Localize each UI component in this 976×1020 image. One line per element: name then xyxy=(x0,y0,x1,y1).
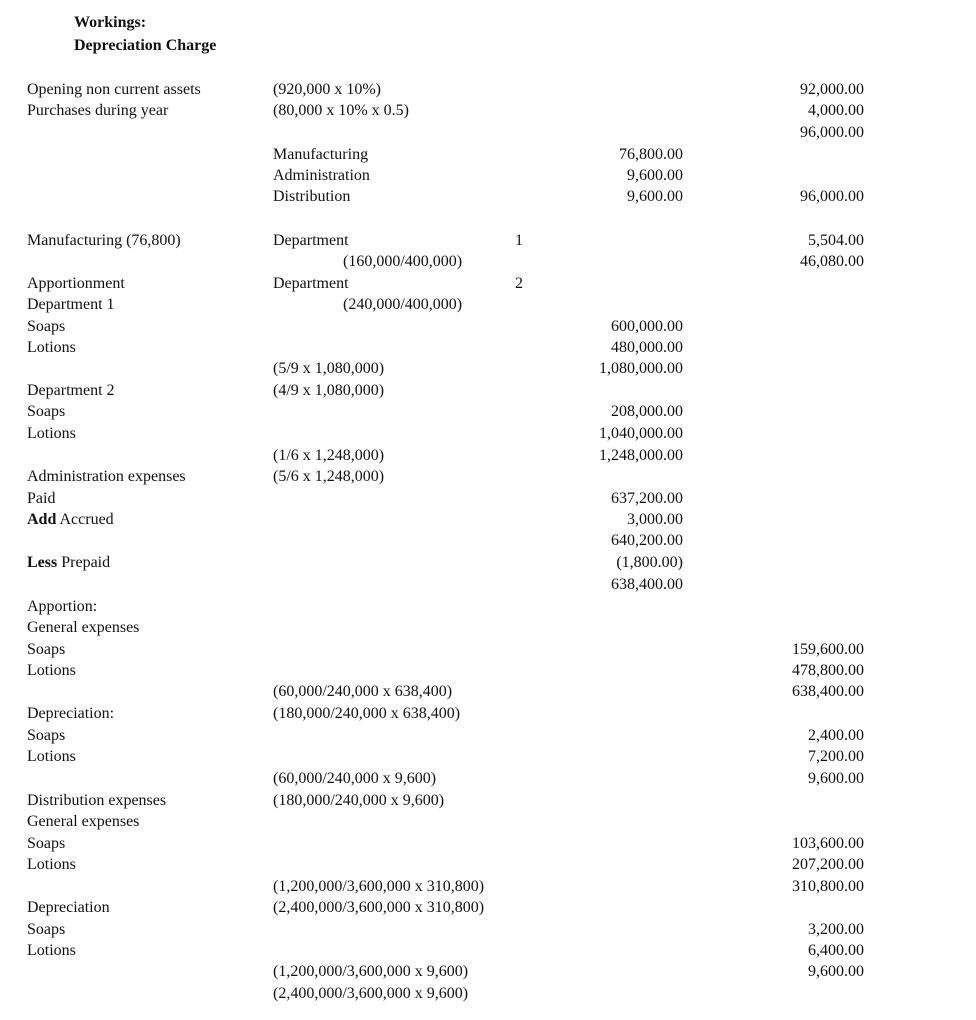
row-total-value: 478,800.00 xyxy=(792,662,864,679)
row-label-text: Depreciation: xyxy=(27,705,115,722)
row-label xyxy=(27,338,76,358)
row-total-value: 9,600.00 xyxy=(808,770,864,787)
row-total-value: 9,600.00 xyxy=(808,963,864,980)
row-subtotal-value: 640,200.00 xyxy=(611,532,683,549)
row-label-text: Distribution expenses xyxy=(27,792,167,809)
row-label xyxy=(27,704,114,724)
row-label-keyword: Add xyxy=(27,511,57,528)
row-calculation: (1,200,000/3,600,000 x 9,600) xyxy=(273,963,469,980)
row-label-text: Department 1 xyxy=(27,296,115,313)
row-total-value: 103,600.00 xyxy=(792,835,864,852)
row-label xyxy=(27,80,201,100)
row-label xyxy=(27,920,65,940)
row-label xyxy=(27,101,168,121)
row-subtotal-value: 1,248,000.00 xyxy=(599,447,683,464)
row-label xyxy=(27,402,65,422)
row-total-value: 92,000.00 xyxy=(800,81,864,98)
row-label-text: Lotions xyxy=(27,339,76,356)
row-label xyxy=(27,618,139,638)
row-label-text: Soaps xyxy=(27,641,66,658)
row-label-text: Lotions xyxy=(27,748,76,765)
row-calculation: (60,000/240,000 x 9,600) xyxy=(273,770,437,787)
row-label-text: Paid xyxy=(27,490,56,507)
row-calculation: Administration xyxy=(273,167,370,184)
row-label-text: Accrued xyxy=(56,511,114,528)
row-label xyxy=(27,295,115,315)
row-subtotal-value: 637,200.00 xyxy=(611,490,683,507)
row-total-value: 6,400.00 xyxy=(808,942,864,959)
row-calculation: (2,400,000/3,600,000 x 9,600) xyxy=(273,985,469,1002)
row-subtotal-value: 208,000.00 xyxy=(611,403,683,420)
row-calculation: (80,000 x 10% x 0.5) xyxy=(273,102,409,119)
heading-workings: Workings: xyxy=(74,14,147,31)
row-total-value: 5,504.00 xyxy=(808,232,864,249)
row-label xyxy=(27,941,76,961)
department-number: 1 xyxy=(515,232,523,249)
row-calculation: Manufacturing xyxy=(273,146,369,163)
row-label-text: Soaps xyxy=(27,921,66,938)
row-label xyxy=(27,424,76,444)
row-calculation: (5/9 x 1,080,000) xyxy=(273,360,385,377)
row-calculation: (1,200,000/3,600,000 x 310,800) xyxy=(273,878,485,895)
row-calculation: (180,000/240,000 x 638,400) xyxy=(273,705,461,722)
row-label-text: Administration expenses xyxy=(27,468,186,485)
row-label xyxy=(27,726,65,746)
row-total-value: 96,000.00 xyxy=(800,188,864,205)
row-label-text: Department 2 xyxy=(27,382,115,399)
row-calculation: (1/6 x 1,248,000) xyxy=(273,447,385,464)
row-label xyxy=(27,597,97,617)
row-subtotal-value: 1,080,000.00 xyxy=(599,360,683,377)
row-subtotal-value: 600,000.00 xyxy=(611,318,683,335)
row-ratio: (240,000/400,000) xyxy=(343,296,463,313)
department-number: 2 xyxy=(515,275,523,292)
row-total-value: 96,000.00 xyxy=(800,124,864,141)
row-label xyxy=(27,489,55,509)
row-total-value: 638,400.00 xyxy=(792,683,864,700)
row-label-text: Lotions xyxy=(27,942,76,959)
row-total-value: 2,400.00 xyxy=(808,727,864,744)
row-total-value: 46,080.00 xyxy=(800,253,864,270)
row-calculation: Department xyxy=(273,275,349,292)
row-label xyxy=(27,274,125,294)
row-label xyxy=(27,640,65,660)
row-label-text: Purchases during year xyxy=(27,102,169,119)
row-label-text: Lotions xyxy=(27,662,76,679)
row-subtotal-value: 9,600.00 xyxy=(627,188,683,205)
row-label-text: General expenses xyxy=(27,619,140,636)
row-label-text: Prepaid xyxy=(57,554,111,571)
row-label xyxy=(27,381,115,401)
row-label xyxy=(27,553,110,573)
row-label-text: Depreciation xyxy=(27,899,110,916)
row-label xyxy=(27,812,139,832)
row-calculation: (4/9 x 1,080,000) xyxy=(273,382,385,399)
row-label xyxy=(27,510,114,530)
row-subtotal-value: 480,000.00 xyxy=(611,339,683,356)
row-label xyxy=(27,855,76,875)
row-subtotal-value: (1,800.00) xyxy=(616,554,683,571)
row-label xyxy=(27,317,65,337)
row-label-text: Opening non current assets xyxy=(27,81,201,98)
row-subtotal-value: 638,400.00 xyxy=(611,576,683,593)
row-label-text: Soaps xyxy=(27,318,66,335)
row-calculation: (2,400,000/3,600,000 x 310,800) xyxy=(273,899,485,916)
row-calculation: (920,000 x 10%) xyxy=(273,81,381,98)
row-subtotal-value: 76,800.00 xyxy=(619,146,683,163)
row-label-text: Soaps xyxy=(27,403,66,420)
row-label xyxy=(27,747,76,767)
row-calculation: Department xyxy=(273,232,349,249)
row-label xyxy=(27,791,166,811)
row-subtotal-value: 9,600.00 xyxy=(627,167,683,184)
row-subtotal-value: 1,040,000.00 xyxy=(599,425,683,442)
row-label xyxy=(27,467,186,487)
row-label-text: Manufacturing (76,800) xyxy=(27,232,181,249)
heading-depreciation-charge: Depreciation Charge xyxy=(74,37,217,54)
row-calculation: (180,000/240,000 x 9,600) xyxy=(273,792,445,809)
row-label-keyword: Less xyxy=(27,554,58,571)
row-label-text: Soaps xyxy=(27,835,66,852)
row-calculation: Distribution xyxy=(273,188,351,205)
row-label xyxy=(27,898,110,918)
row-ratio: (160,000/400,000) xyxy=(343,253,463,270)
row-label-text: Lotions xyxy=(27,425,76,442)
row-label-text: Apportionment xyxy=(27,275,125,292)
row-label xyxy=(27,661,76,681)
row-calculation: (60,000/240,000 x 638,400) xyxy=(273,683,453,700)
row-total-value: 310,800.00 xyxy=(792,878,864,895)
row-label xyxy=(27,231,181,251)
row-subtotal-value: 3,000.00 xyxy=(627,511,683,528)
row-label-text: Lotions xyxy=(27,856,76,873)
row-total-value: 159,600.00 xyxy=(792,641,864,658)
row-total-value: 3,200.00 xyxy=(808,921,864,938)
row-total-value: 207,200.00 xyxy=(792,856,864,873)
row-calculation: (5/6 x 1,248,000) xyxy=(273,468,385,485)
row-label-text: Soaps xyxy=(27,727,66,744)
row-total-value: 7,200.00 xyxy=(808,748,864,765)
row-label-text: Apportion: xyxy=(27,598,98,615)
row-label xyxy=(27,834,65,854)
row-label-text: General expenses xyxy=(27,813,140,830)
row-total-value: 4,000.00 xyxy=(808,102,864,119)
